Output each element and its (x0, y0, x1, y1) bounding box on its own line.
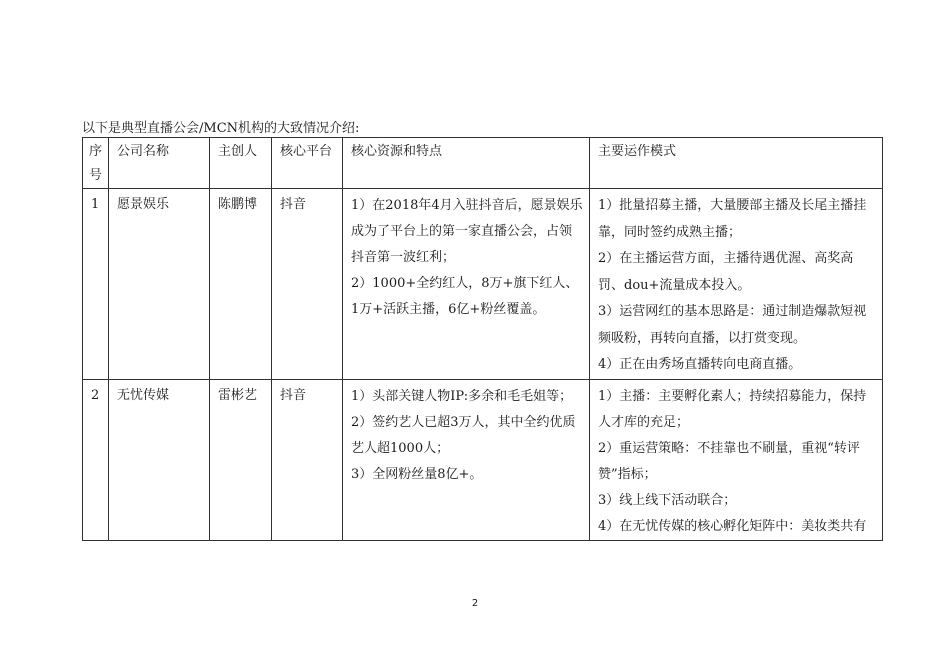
cell-company: 无忧传媒 (109, 379, 210, 540)
table-header-row (83, 138, 883, 189)
resource-item: 2）1000+全约红人，8万+旗下红人、1万+活跃主播，6亿+粉丝覆盖。 (351, 276, 579, 317)
table-row (83, 379, 883, 540)
resource-item: 1）在2018年4月入驻抖音后，愿景娱乐成为了平台上的第一家直播公会，占领抖音第一波红利； (351, 198, 583, 265)
header-seq: 序号 (83, 138, 109, 189)
operation-item: 3）运营网红的基本思路是：通过制造爆款短视频吸粉，再转向直播，以打赏变现。 (598, 304, 867, 346)
cell-founder: 陈鹏博 (210, 189, 272, 380)
resource-item: 1）头部关键人物IP:多余和毛毛姐等； (351, 388, 573, 404)
resource-item: 2）签约艺人已超3万人，其中全约优质艺人超1000人； (351, 414, 576, 456)
header-operations: 主要运作模式 (590, 138, 883, 189)
cell-resources (343, 379, 590, 540)
header-resources: 核心资源和特点 (343, 138, 590, 189)
page-number: 2 (471, 598, 479, 609)
cell-founder: 雷彬艺 (210, 379, 272, 540)
header-founder: 主创人 (210, 138, 272, 189)
cell-operations (590, 379, 883, 540)
cell-resources (343, 189, 590, 380)
cell-seq: 1 (83, 189, 109, 380)
operation-item: 1）主播：主要孵化素人；持续招募能力，保持人才库的充足； (598, 388, 867, 430)
cell-seq: 2 (83, 379, 109, 540)
operation-item: 3）线上线下活动联合； (598, 492, 737, 508)
cell-company: 愿景娱乐 (109, 189, 210, 380)
operation-item: 1）批量招募主播，大量腰部主播及长尾主播挂靠，同时签约成熟主播； (598, 198, 867, 240)
resource-item: 3）全网粉丝量8亿+。 (351, 466, 483, 482)
operation-item: 4）在无忧传媒的核心孵化矩阵中：美妆类共有 (598, 518, 867, 534)
operation-item: 2）在主播运营方面，主播待遇优渥、高奖高罚、dou+流量成本投入。 (598, 251, 854, 293)
intro-text: 以下是典型直播公会/MCN机构的大致情况介绍: (82, 121, 360, 136)
cell-operations (590, 189, 883, 380)
header-company: 公司名称 (109, 138, 210, 189)
mcn-table (82, 137, 883, 541)
operation-item: 4）正在由秀场直播转向电商直播。 (598, 357, 802, 372)
header-platform: 核心平台 (272, 138, 343, 189)
cell-platform: 抖音 (272, 189, 343, 380)
table-row (83, 189, 883, 380)
operation-item: 2）重运营策略：不挂靠也不刷量，重视“转评赞”指标； (598, 440, 860, 482)
cell-platform: 抖音 (272, 379, 343, 540)
